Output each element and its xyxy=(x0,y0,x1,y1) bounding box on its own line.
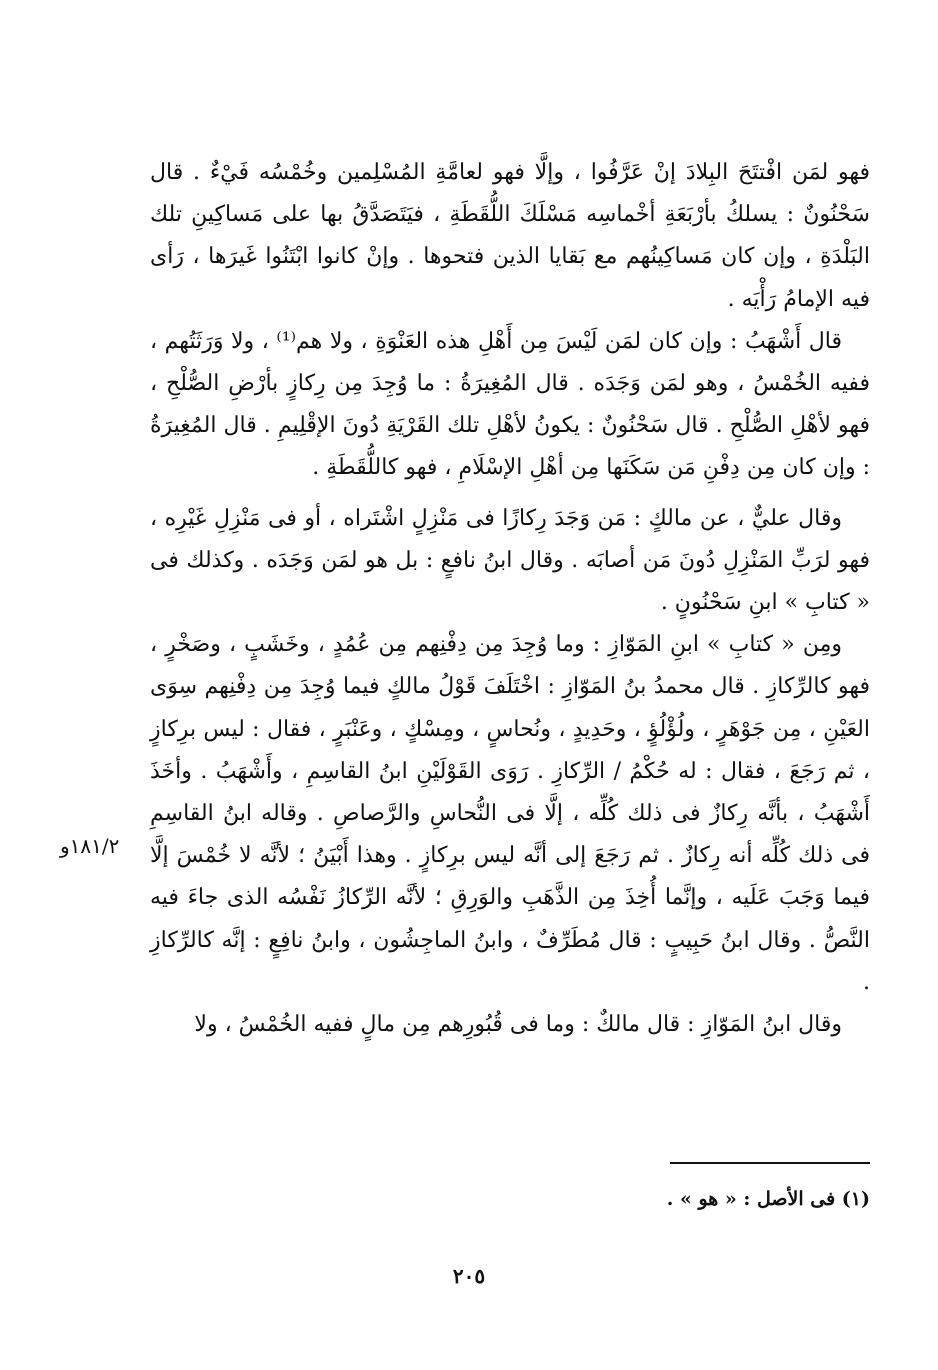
paragraph: وقال عليٌّ ، عن مالكٍ : مَن وَجَدَ رِكازًا فى مَنْزِلٍ اشْتَراه ، أو فى مَنْزِلِ غَيْرِه ، فهو لرَبِّ المَنْزِلِ دُونَ مَن أصابَه . وقال ابنُ نافعٍ : بل هو لمَن وَجَدَه . وكذلك فى « كتابِ » ابنِ سَحْنُونٍ . xyxy=(150,505,870,616)
margin-folio-note: ١٨١/٢و xyxy=(60,834,120,858)
footnote-divider xyxy=(670,1162,870,1164)
main-text xyxy=(150,152,870,1046)
paragraph: فهو لمَن افْتتَحَ البِلادَ إنْ عَرَّفُوا ، وإلَّا فهو لعامَّةِ المُسْلِمين وخُمْسُه فَيْءٌ . قال سَحْنُونٌ : يسلكُ بأرْبَعَةِ أخْماسِه مَسْلَكَ اللُّقَطَةِ ، فيَتَصَدَّقُ بها على مَساكِينِ تلك البَلْدَةِ ، وإن كان مَساكِينُهم مع بَقايا الذين فتحوها . وإنْ كانوا ابْتَنُوا غَيرَها ، رَأى فيه الإمامُ رَأْيَه . xyxy=(150,160,870,312)
footnote: (١) فى الأصل : « هو » . xyxy=(666,1188,870,1210)
paragraph: قال أَشْهَبُ : وإن كان لمَن لَيْسَ مِن أَهْلِ هذه العَنْوَةِ ، ولا هم⁽¹⁾ ، ولا وَرَثَتُهم ، ففيه الخُمْسُ ، وهو لمَن وَجَدَه . قال المُغِيرَةُ : ما وُجِدَ مِن رِكازٍ بأرْضِ الصُّلْحِ ، فهو لأهْلِ الصُّلْحِ . قال سَحْنُونٌ : يكونُ لأهْلِ تلك القَرْيَةِ دُونَ الإقْلِيمِ . قال المُغِيرَةُ : وإن كان مِن دِفْنِ مَن سَكَنَها مِن أهْلِ الإسْلَامِ ، فهو كاللُّقَطَةِ . xyxy=(150,328,870,481)
paragraph: وقال ابنُ المَوّازِ : قال مالكٌ : وما فى قُبُورِهم مِن مالٍ ففيه الخُمْسُ ، ولا xyxy=(194,1012,842,1038)
page-number: ٢٠٥ xyxy=(452,1264,486,1288)
paragraph: ومِن « كتابِ » ابنِ المَوّازِ : وما وُجِدَ مِن دِفْنِهم مِن عُمُدٍ ، وخَشَبٍ ، وصَخْرٍ ، فهو كالرِّكازِ . قال محمدُ بنُ المَوّازِ : اخْتَلَفَ قَوْلُ مالكٍ فيما وُجِدَ مِن دِفْنِهم سِوَى العَيْنِ ، مِن جَوْهَرٍ ، ولُؤْلُؤٍ ، وحَدِيدٍ ، ونُحاسٍ ، ومِسْكٍ ، وعَنْبَرٍ ، فقال : ليس برِكازٍ ، ثم رَجَعَ ، فقال : له حُكْمُ / الرِّكازِ . رَوَى القَوْلَيْنِ ابنُ القاسِمِ ، وأَشْهَبُ . وأخَذَ أَشْهَبُ ، بأنَّه رِكازٌ فى ذلك كُلِّه ، إلَّا فى النُّحاسِ والرَّصاصِ . وقاله ابنُ القاسِمِ فى ذلك كُلِّه أنه رِكازٌ . ثم رَجَعَ إلى أنَّه ليس برِكازٍ . وهذا أَبْيَنُ ؛ لأنَّه لا خُمْسَ إلَّا فيما وَجَبَ عَلَيه ، وإنَّما أُخِذَ مِن الذَّهَبِ والوَرِقِ ؛ لأنَّه الرِّكازُ نَفْسُه الذى جاءَ فيه النَّصُّ . وقال ابنُ حَبِيبٍ : قال مُطَرِّفٌ ، وابنُ الماجِشُون ، وابنُ نافِعٍ : إنَّه كالرِّكازِ . xyxy=(150,632,871,995)
